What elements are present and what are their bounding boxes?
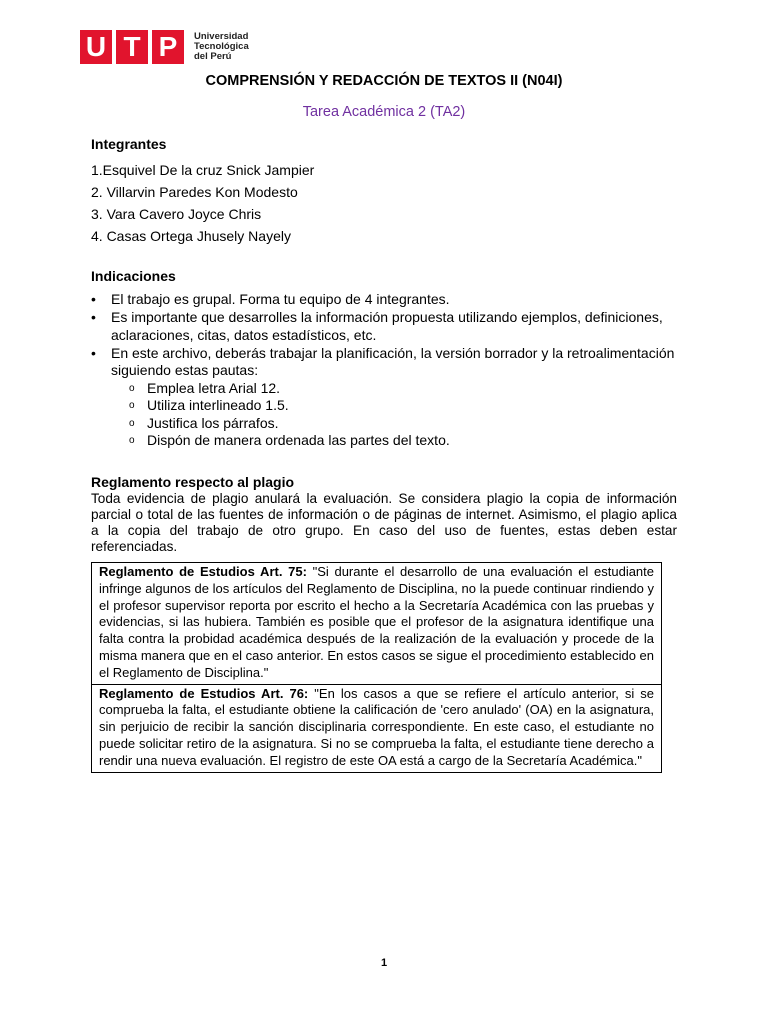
guideline-item: o Utiliza interlineado 1.5.	[111, 397, 677, 415]
course-title: COMPRENSIÓN Y REDACCIÓN DE TEXTOS II (N04I)	[205, 73, 563, 89]
regulation-label: Reglamento de Estudios Art. 76:	[99, 685, 309, 701]
indications-section	[91, 268, 677, 450]
members-heading: Integrantes	[91, 136, 167, 152]
indication-item: • El trabajo es grupal. Forma tu equipo de 4 integrantes.	[91, 291, 677, 309]
plagiarism-section	[91, 474, 677, 555]
indication-item: • Es importante que desarrolles la información propuesta utilizando ejemplos, definiciones, aclaraciones, citas, datos estadísticos, etc.	[91, 309, 677, 344]
guidelines-list	[111, 380, 677, 450]
members-section	[91, 136, 677, 247]
logo-letter-p: P	[152, 30, 184, 64]
guideline-item: o Emplea letra Arial 12.	[111, 380, 677, 398]
guideline-item: o Dispón de manera ordenada las partes del texto.	[111, 432, 677, 450]
indication-item-text: En este archivo, deberás trabajar la planificación, la versión borrador y la retroalimentación siguiendo estas pautas:	[111, 344, 675, 378]
plagiarism-text: Toda evidencia de plagio anulará la evaluación. Se considera plagio la copia de información parcial o total de las fuentes de información o de páginas de internet. Asimismo, el plagio aplica a la copia del trabajo de otro grupo. En caso del uso de fuentes, estas deben estar referenciadas.	[91, 491, 677, 554]
regulation-art-76	[92, 684, 661, 772]
utp-logo	[80, 28, 249, 66]
guideline-item: o Justifica los párrafos.	[111, 415, 677, 433]
logo-line-3: del Perú	[194, 51, 232, 62]
regulation-text: "En los casos a que se refiere el artículo anterior, si se comprueba la falta, el estudiante obtiene la calificación de 'cero anulado' (OA) en la asignatura, sin perjuicio de recibir la sanción disciplinaria correspondiente. En este caso, el estudiante no puede solicitar retiro de la asignatura. Si no se comprueba la falta, el estudiante tiene derecho a rendir una nueva evaluación. El registro de este OA está a cargo de la Secretaría Académica."	[99, 685, 654, 768]
regulation-art-75	[92, 563, 661, 684]
plagiarism-heading: Reglamento respecto al plagio	[91, 474, 295, 490]
member-item: 1.Esquivel De la cruz Snick Jampier	[91, 162, 315, 178]
logo-letter-t: T	[116, 30, 148, 64]
regulations-box	[91, 562, 662, 773]
indications-heading: Indicaciones	[91, 268, 176, 284]
logo-line-2: Tecnológica	[194, 41, 249, 52]
indications-list	[91, 291, 677, 450]
member-item: 3. Vara Cavero Joyce Chris	[91, 206, 262, 222]
page-number: 1	[380, 957, 388, 969]
regulation-text: "Si durante el desarrollo de una evaluación el estudiante infringe algunos de los artículos del Reglamento de Disciplina, no la puede continuar rindiendo y el profesor supervisor reporta por escrito el hecho a la Secretaría Académica con las pruebas y evidencias, si las hubiera. También es posible que el profesor de la asignatura identifique una falta contra la probidad académica después de la realización de la evaluación y procede de la misma manera que en el caso anterior. En estos casos se sigue el procedimiento establecido en el Reglamento de Disciplina."	[99, 564, 655, 680]
logo-text	[194, 32, 249, 62]
logo-letter-u: U	[80, 30, 112, 64]
task-title: Tarea Académica 2 (TA2)	[302, 104, 466, 120]
member-item: 2. Villarvin Paredes Kon Modesto	[91, 184, 298, 200]
logo-line-1: Universidad	[194, 31, 249, 42]
member-item: 4. Casas Ortega Jhusely Nayely	[91, 228, 291, 244]
regulation-label: Reglamento de Estudios Art. 75:	[99, 564, 307, 579]
indication-item	[91, 345, 677, 450]
